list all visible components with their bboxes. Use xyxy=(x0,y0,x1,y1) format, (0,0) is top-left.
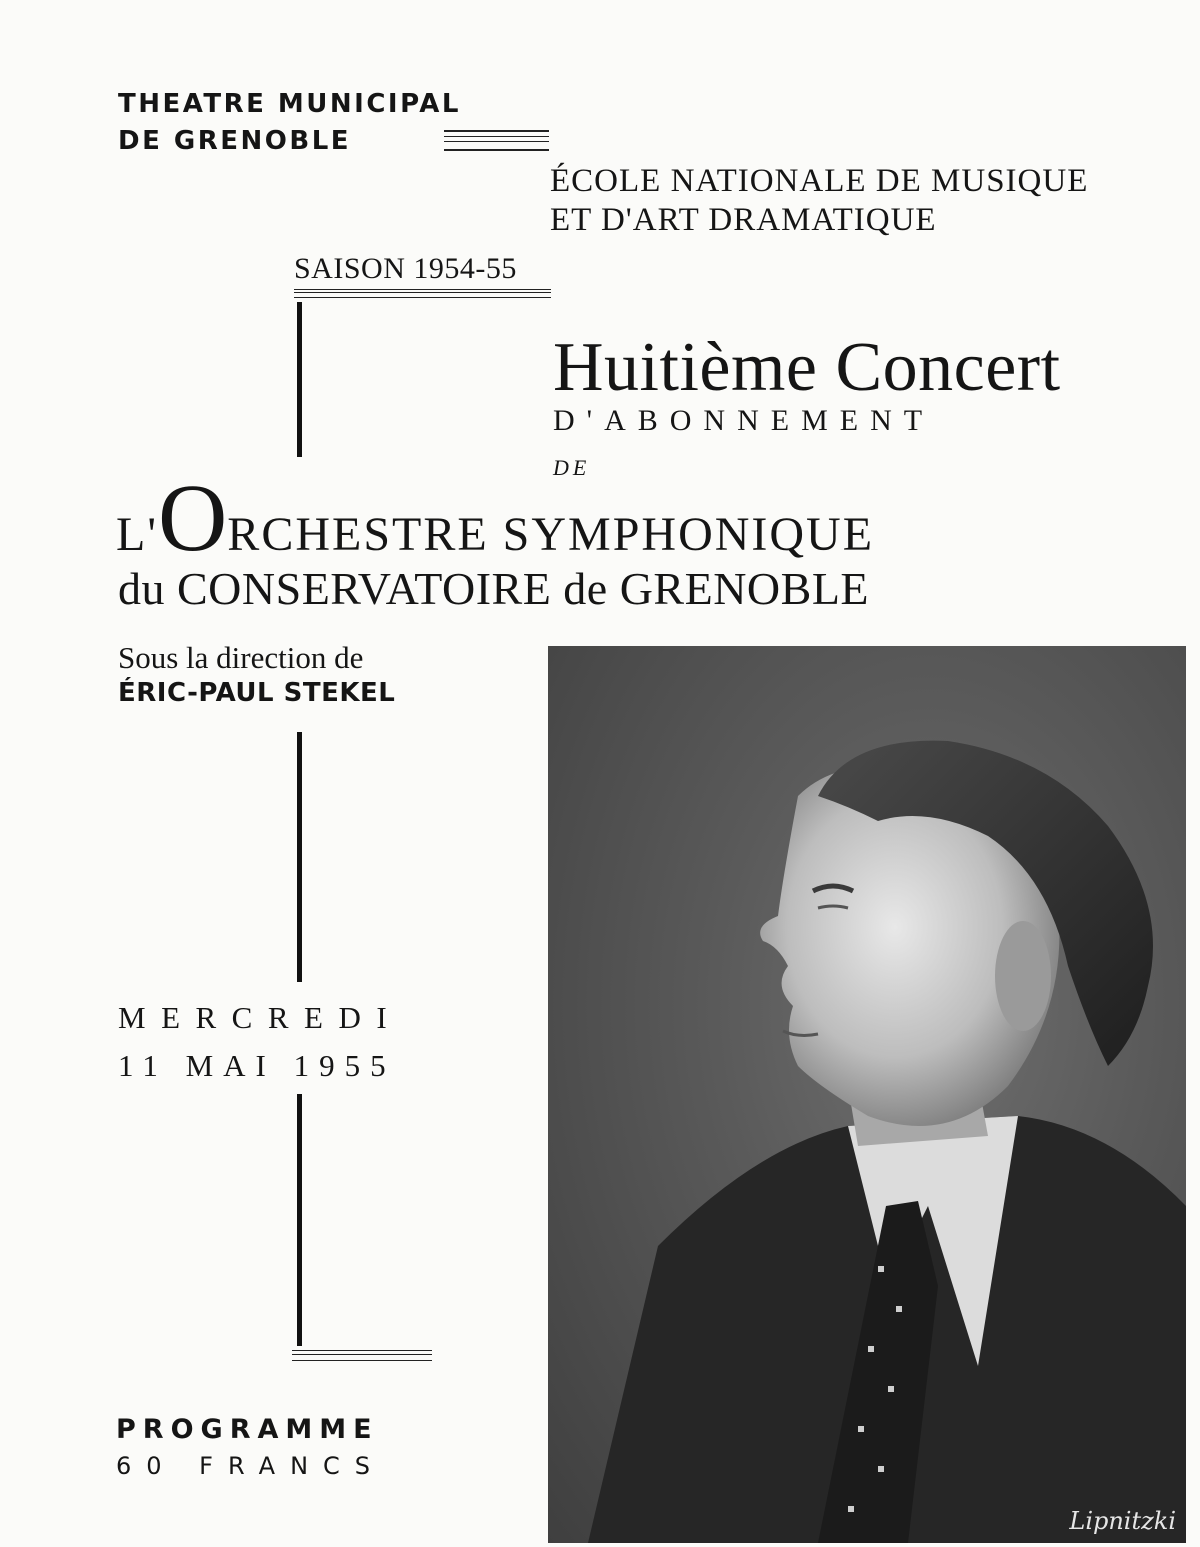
theatre-decorative-rule xyxy=(444,130,549,151)
ecole-line-2: ET D'ART DRAMATIQUE xyxy=(550,202,937,238)
portrait-illustration xyxy=(548,646,1186,1543)
ecole-line-1: ÉCOLE NATIONALE DE MUSIQUE xyxy=(550,163,1089,199)
orchestre-rest: RCHESTRE SYMPHONIQUE xyxy=(227,508,875,561)
theatre-line-2: DE GRENOBLE xyxy=(118,126,352,156)
vertical-rule-middle xyxy=(297,732,302,982)
event-day: MERCREDI xyxy=(118,1000,403,1035)
price-label: 60 FRANCS xyxy=(116,1452,386,1480)
theatre-line-1: THEATRE MUNICIPAL xyxy=(118,89,461,119)
vertical-rule-bottom xyxy=(297,1094,302,1346)
event-date: 11 MAI 1955 xyxy=(118,1048,396,1083)
conductor-name: ÉRIC-PAUL STEKEL xyxy=(118,678,396,708)
concert-title: Huitième Concert xyxy=(553,329,1061,406)
orchestre-initial: O xyxy=(157,464,228,571)
de-label: DE xyxy=(553,455,591,480)
vertical-rule-top xyxy=(297,302,302,457)
direction-label: Sous la direction de xyxy=(118,640,364,675)
theatre-name xyxy=(118,86,461,160)
orchestre-prefix: L' xyxy=(116,508,158,561)
bottom-rule xyxy=(292,1350,432,1361)
abonnement-subtitle: D'ABONNEMENT xyxy=(553,404,935,437)
programme-label: PROGRAMME xyxy=(116,1414,379,1445)
photographer-signature: Lipnitzki xyxy=(1069,1507,1176,1535)
ecole-name xyxy=(550,162,1088,240)
season-label: SAISON 1954-55 xyxy=(294,252,517,285)
portrait-photo xyxy=(548,646,1186,1543)
season-rule xyxy=(294,289,551,298)
conservatoire-title: du CONSERVATOIRE de GRENOBLE xyxy=(118,563,870,614)
